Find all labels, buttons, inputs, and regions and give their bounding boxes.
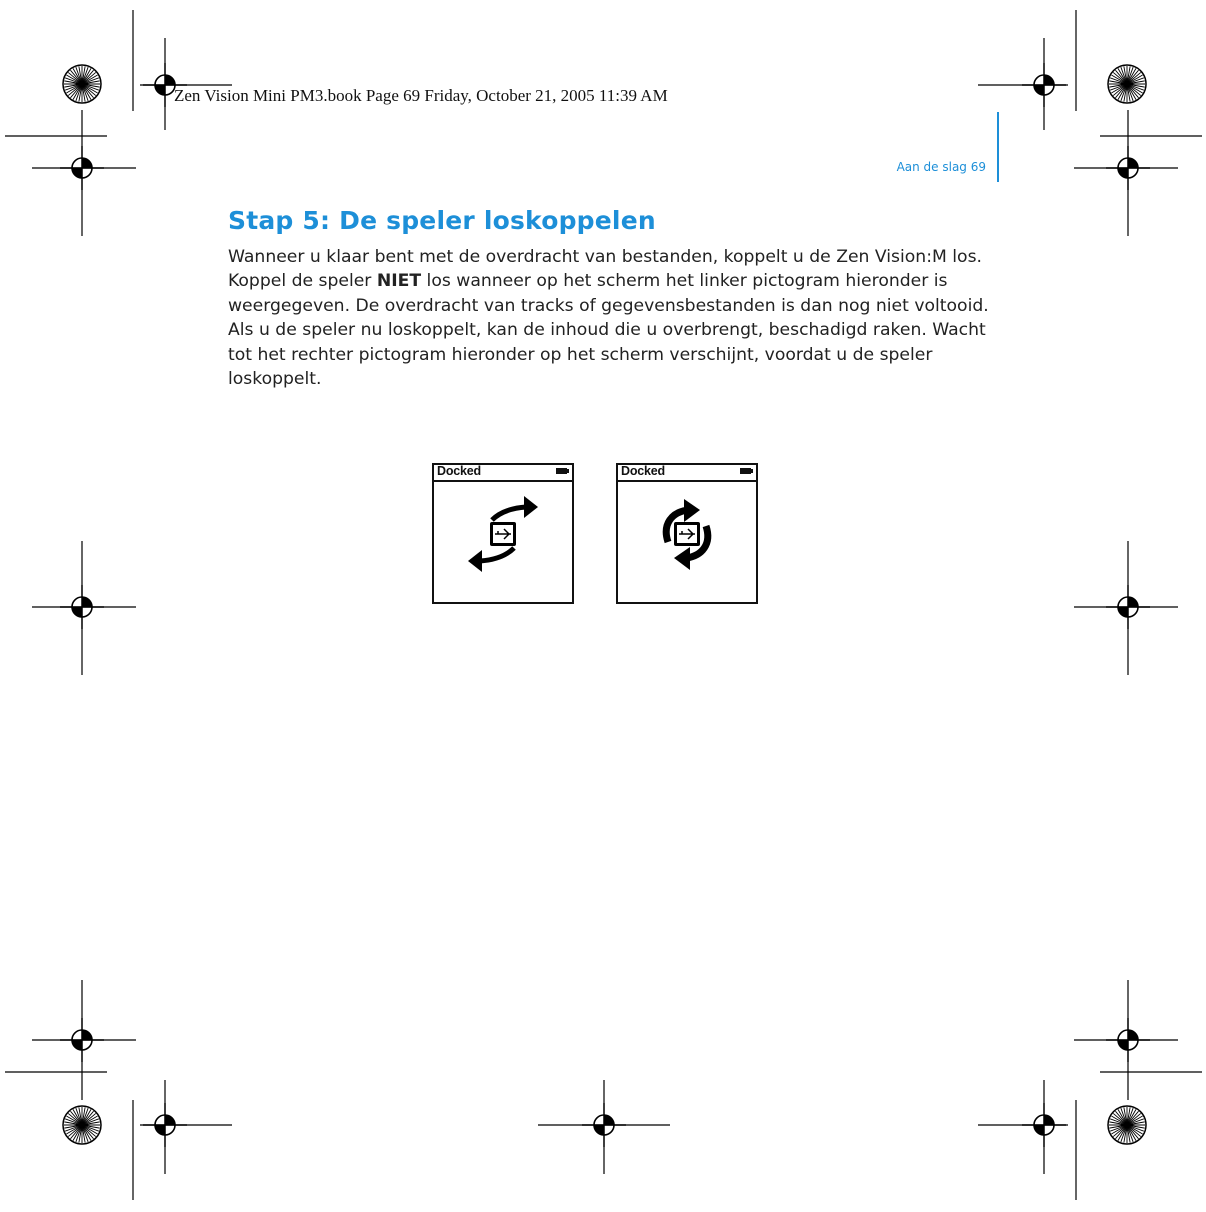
screen-title: Docked (621, 464, 665, 478)
paragraph-2-prefix: Koppel de speler (228, 271, 377, 292)
body-text (228, 245, 998, 391)
screen-title: Docked (437, 464, 481, 478)
battery-icon (740, 468, 751, 474)
screen-transfer-in-progress (432, 463, 574, 604)
print-slug: Zen Vision Mini PM3.book Page 69 Friday, October 21, 2005 11:39 AM (174, 86, 668, 105)
section-heading: Stap 5: De speler loskoppelen (228, 206, 656, 235)
running-head-rule (997, 112, 999, 182)
paragraph-2-rest: los wanneer op het scherm het linker pictogram hieronder is weergegeven. De overdracht van tracks of gegevensbestanden is dan nog niet voltooid. Als u de speler nu loskoppelt, kan de inhoud die u overbrengt, beschadigd raken. Wacht tot het rechter pictogram hieronder op het scherm verschijnt, voordat u de speler loskoppelt. (228, 271, 989, 390)
paragraph-2 (228, 269, 998, 391)
screen-status-bar (618, 465, 756, 482)
screen-status-bar (434, 465, 572, 482)
usb-transfer-arrows-icon (434, 482, 572, 602)
paragraph-1: Wanneer u klaar bent met de overdracht van bestanden, koppelt u de Zen Vision:M los. (228, 247, 982, 267)
battery-icon (556, 468, 567, 474)
usb-sync-arrows-icon (618, 482, 756, 602)
running-head: Aan de slag 69 (896, 160, 986, 174)
paragraph-2-emphasis: NIET (376, 271, 422, 292)
screen-transfer-complete (616, 463, 758, 604)
